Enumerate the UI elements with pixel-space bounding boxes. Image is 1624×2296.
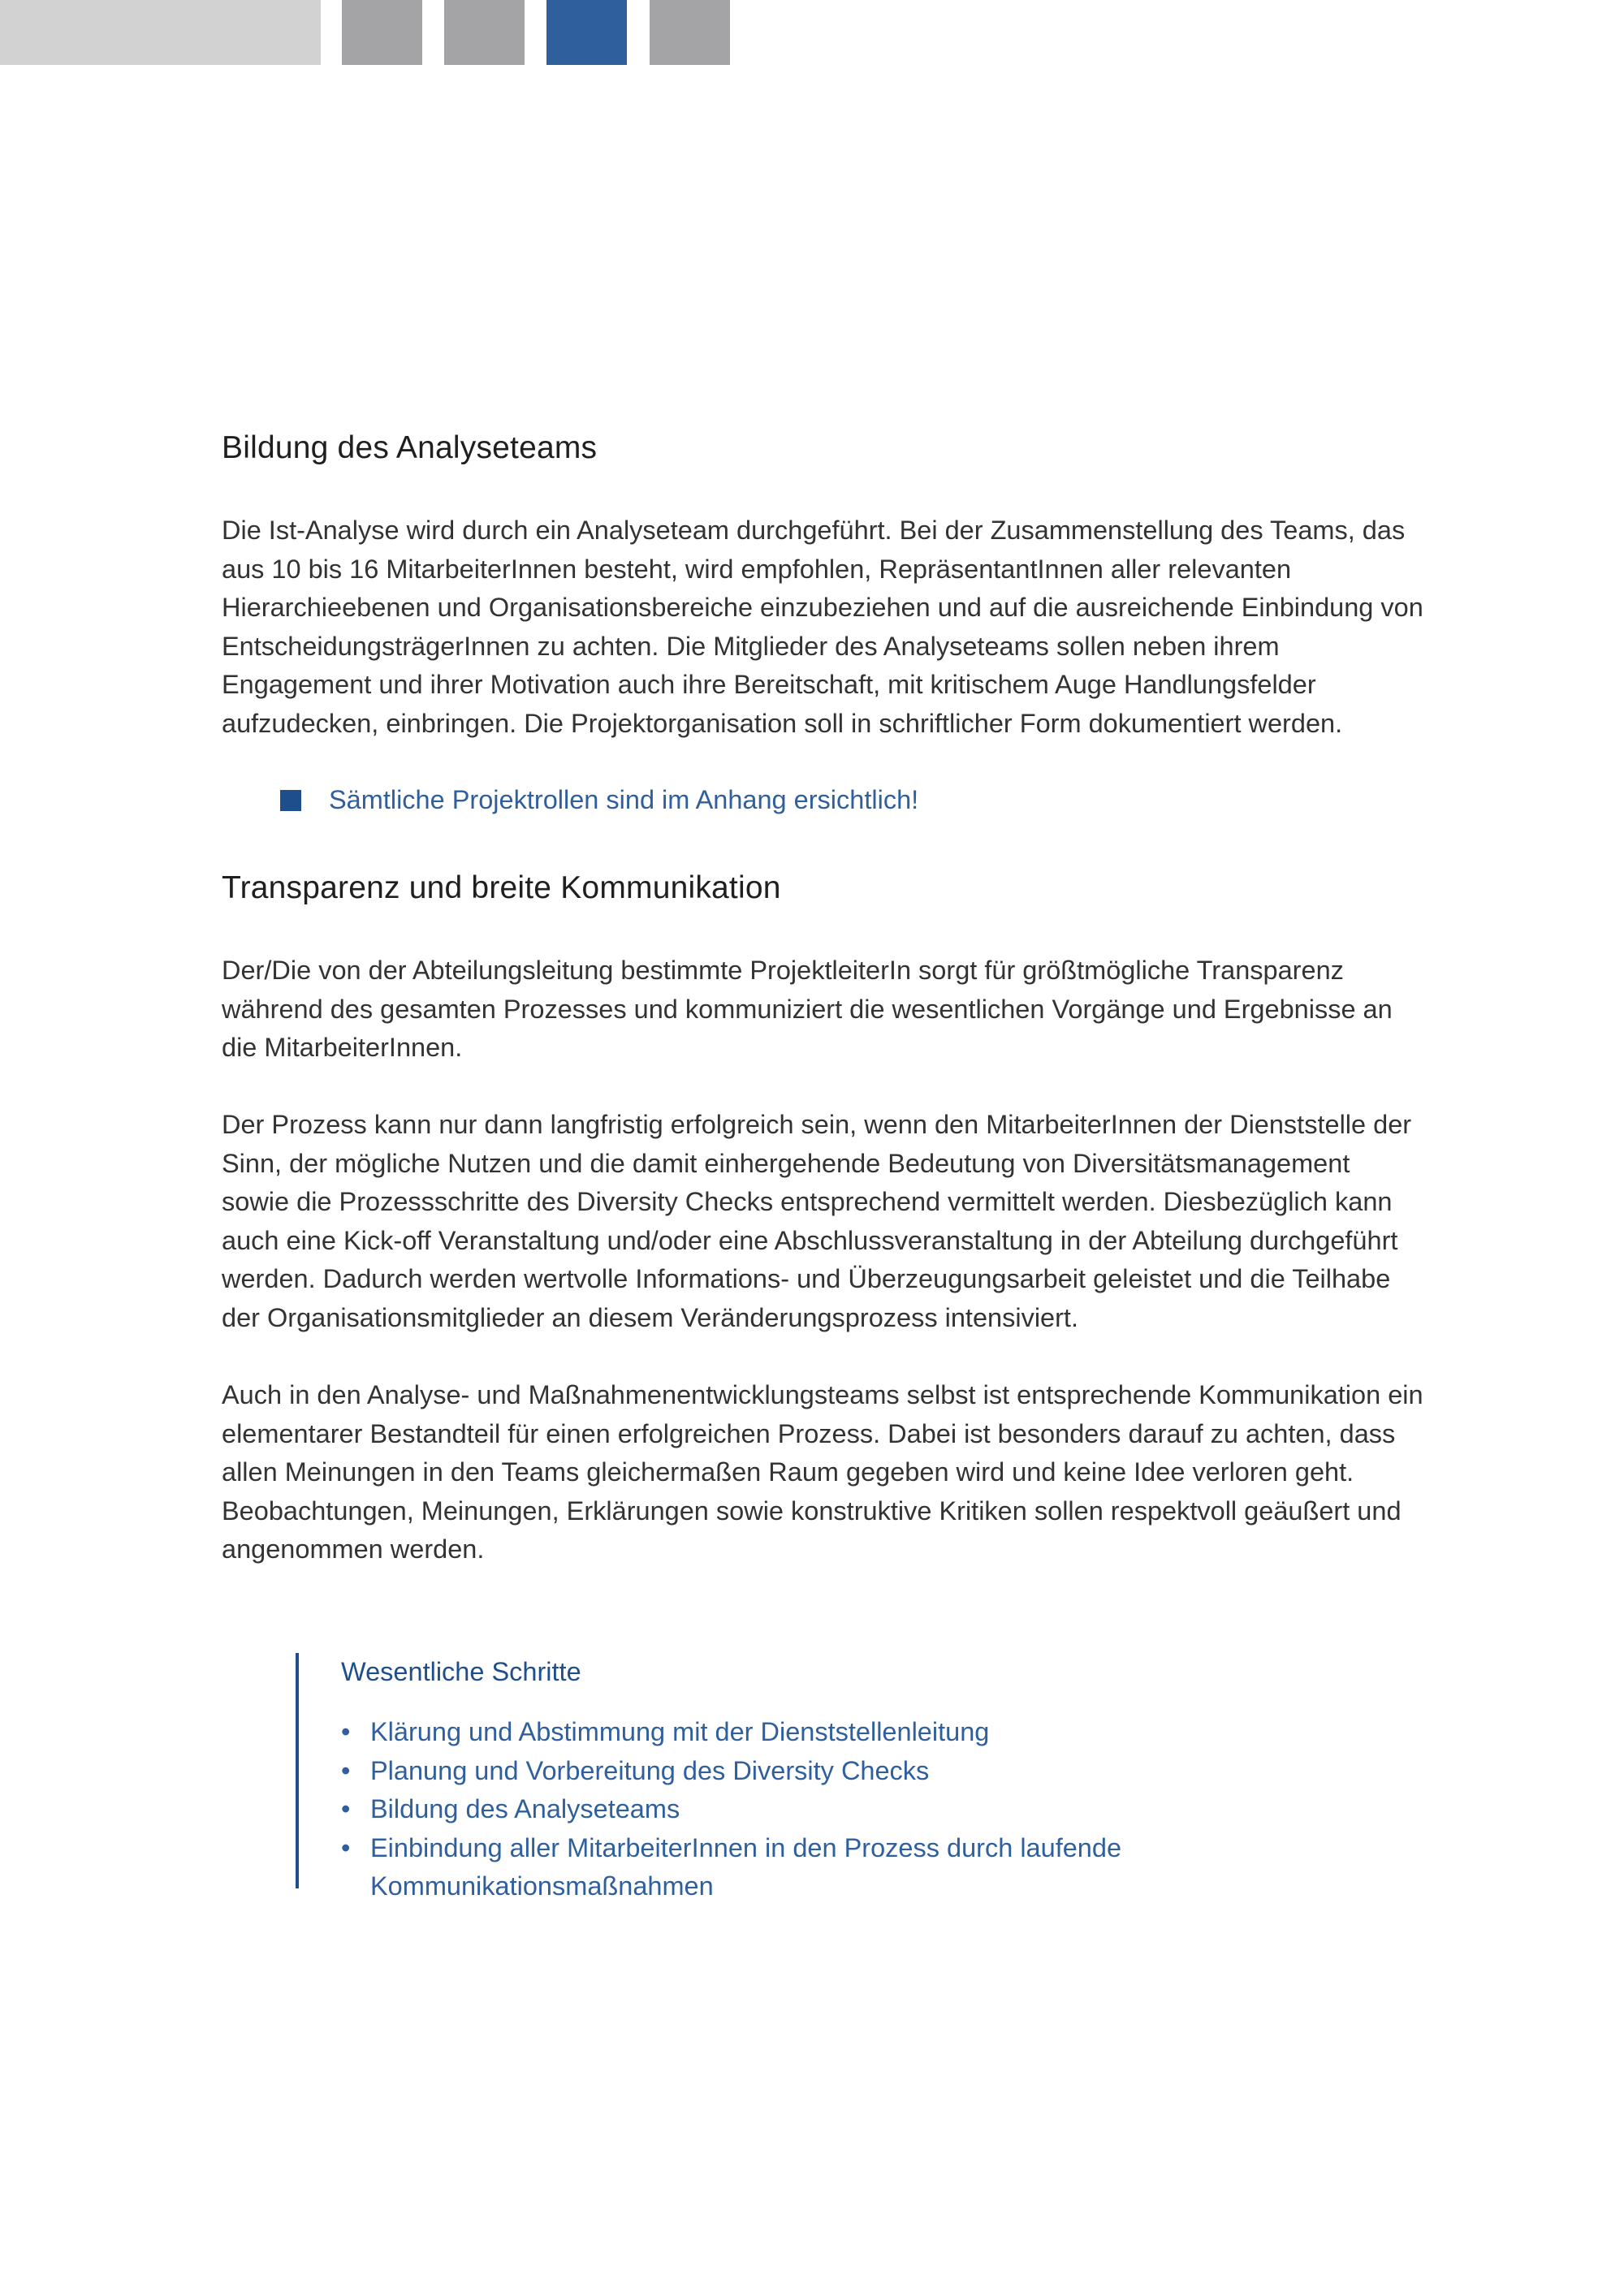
header-tab-block-4 [650,0,730,65]
list-item: • Klärung und Abstimmung mit der Dienststellenleitung [341,1713,1182,1752]
header-tab-block-2 [444,0,525,65]
list-item: • Planung und Vorbereitung des Diversity Checks [341,1752,1182,1791]
list-item: • Einbindung aller MitarbeiterInnen in den Prozess durch laufende Kommunikationsmaßnahmen [341,1829,1158,1906]
header-tab-bar [0,0,321,65]
paragraph-analyseteam: Die Ist-Analyse wird durch ein Analyseteam durchgeführt. Bei der Zusammenstellung des Teams, das aus 10 bis 16 MitarbeiterInnen besteht, wird empfohlen, RepräsentantInnen aller relevanten Hierarchieebenen und Organisationsbereiche einzubeziehen und auf die ausreichende Einbindung von EntscheidungsträgerInnen zu achten. Die Mitglieder des Analyseteams sollen neben ihrem Engagement und ihrer Motivation auch ihre Bereitschaft, mit kritischem Auge Handlungsfelder aufzudecken, einbringen. Die Projektorganisation soll in schriftlicher Form dokumentiert werden. [222,516,1423,738]
section-heading-kommunikation: Transparenz und breite Kommunikation [222,870,781,905]
bullet-icon: • [341,1832,351,1862]
list-item: • Bildung des Analyseteams [341,1790,1182,1829]
paragraph-prozess: Der Prozess kann nur dann langfristig erfolgreich sein, wenn den MitarbeiterInnen der Dienststelle der Sinn, der mögliche Nutzen und die damit einhergehende Bedeutung von Diversitätsmanagement sowie die Prozessschritte des Diversity Checks entsprechend vermittelt werden. Diesbezüglich kann auch eine Kick-off Veranstaltung und/oder eine Abschlussveranstaltung in der Abteilung durchgeführt werden. Dadurch werden wertvolle Informations- und Überzeugungsarbeit geleistet und die Teilhabe der Organisationsmitglieder an diesem Veränderungsprozess intensiviert. [222,1110,1412,1332]
bullet-icon: • [341,1755,351,1785]
header-tab-block-1 [342,0,422,65]
paragraph-teams: Auch in den Analyse- und Maßnahmenentwicklungsteams selbst ist entsprechende Kommunikation ein elementarer Bestandteil für einen erfolgreichen Prozess. Dabei ist besonders darauf zu achten, dass allen Meinungen in den Teams gleichermaßen Raum gegeben wird und keine Idee verloren geht. Beobachtungen, Meinungen, Erklärungen sowie konstruktive Kritiken sollen respektvoll geäußert und angenommen werden. [222,1380,1423,1564]
bullet-icon: • [341,1794,351,1823]
summary-box-accent-bar [296,1653,299,1888]
summary-steps-list [341,1713,1182,1906]
header-tab-block-active [546,0,627,65]
bullet-icon: • [341,1717,351,1746]
summary-box [296,1653,1270,1901]
paragraph-transparenz: Der/Die von der Abteilungsleitung bestimmte ProjektleiterIn sorgt für größtmögliche Transparenz während des gesamten Prozesses und kommuniziert die wesentlichen Vorgänge und Ergebnisse an die MitarbeiterInnen. [222,956,1393,1062]
note-projektrollen: Sämtliche Projektrollen sind im Anhang ersichtlich! [329,785,919,814]
square-bullet-icon [280,790,301,811]
section-heading-analyseteam: Bildung des Analyseteams [222,430,598,465]
summary-box-title: Wesentliche Schritte [341,1657,581,1686]
